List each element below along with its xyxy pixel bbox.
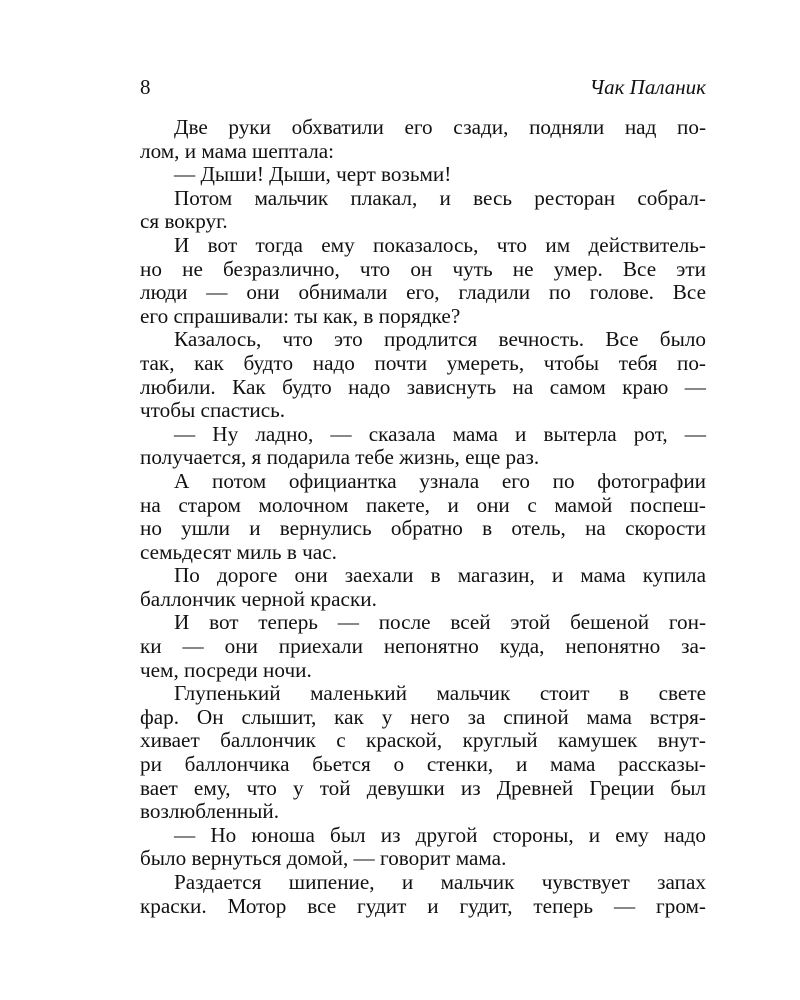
body-text: [140, 116, 706, 918]
text-line: Глупенький маленький мальчик стоит в свете: [174, 681, 706, 706]
text-line: хивает баллончик с краской, круглый камушек внут-: [140, 728, 706, 753]
text-line: Две руки обхватили его сзади, подняли над по-: [174, 115, 706, 139]
running-title: Чак Паланик: [589, 75, 706, 99]
text-line: его спрашивали: ты как, в порядке?: [140, 303, 461, 328]
text-line: семьдесят миль в час.: [140, 539, 337, 564]
text-line: По дороге они заехали в магазин, и мама купила: [174, 563, 706, 588]
text-line: Потом мальчик плакал, и весь ресторан собрал-: [174, 185, 706, 210]
text-line: возлюбленный.: [140, 799, 280, 824]
text-line: ся вокруг.: [140, 209, 228, 234]
text-line: но не безразлично, что он чуть не умер. Все эти: [140, 256, 706, 281]
page-number: 8: [140, 75, 151, 99]
text-line: лом, и мама шептала:: [140, 138, 335, 163]
text-line: — Дыши! Дыши, черт возьми!: [174, 162, 452, 187]
text-line: А потом официантка узнала его по фотографии: [174, 468, 706, 493]
text-line: Казалось, что это продлится вечность. Все было: [174, 327, 706, 352]
text-line: получается, я подарила тебе жизнь, еще раз.: [140, 445, 540, 470]
text-line: на старом молочном пакете, и они с мамой поспеш-: [140, 492, 706, 517]
text-line: И вот тогда ему показалось, что им действитель-: [174, 232, 706, 257]
text-line: ри баллончика бьется о стенки, и мама рассказы-: [140, 752, 706, 777]
text-line: но ушли и вернулись обратно в отель, на скорости: [140, 516, 706, 541]
text-line: фар. Он слышит, как у него за спиной мама встря-: [140, 704, 706, 729]
text-line: ки — они приехали непонятно куда, непонятно за-: [140, 634, 706, 659]
text-line: краски. Мотор все гудит и гудит, теперь — гром-: [140, 893, 706, 918]
text-line: И вот теперь — после всей этой бешеной гон-: [174, 610, 706, 635]
text-line: вает ему, что у той девушки из Древней Греции был: [140, 775, 706, 800]
page-header: [140, 74, 706, 100]
text-line: так, как будто надо почти умереть, чтобы тебя по-: [140, 350, 706, 375]
text-line: Раздается шипение, и мальчик чувствует запах: [174, 870, 706, 894]
text-line: — Но юноша был из другой стороны, и ему надо: [174, 822, 706, 847]
text-line: чем, посреди ночи.: [140, 657, 312, 682]
text-line: люди — они обнимали его, гладили по голове. Все: [140, 280, 706, 305]
text-line: было вернуться домой, — говорит мама.: [140, 846, 507, 871]
text-line: баллончик черной краски.: [140, 586, 377, 611]
text-line: чтобы спастись.: [140, 398, 286, 423]
text-line: — Ну ладно, — сказала мама и вытерла рот, —: [174, 421, 706, 446]
text-line: любили. Как будто надо зависнуть на самом краю —: [140, 374, 706, 399]
